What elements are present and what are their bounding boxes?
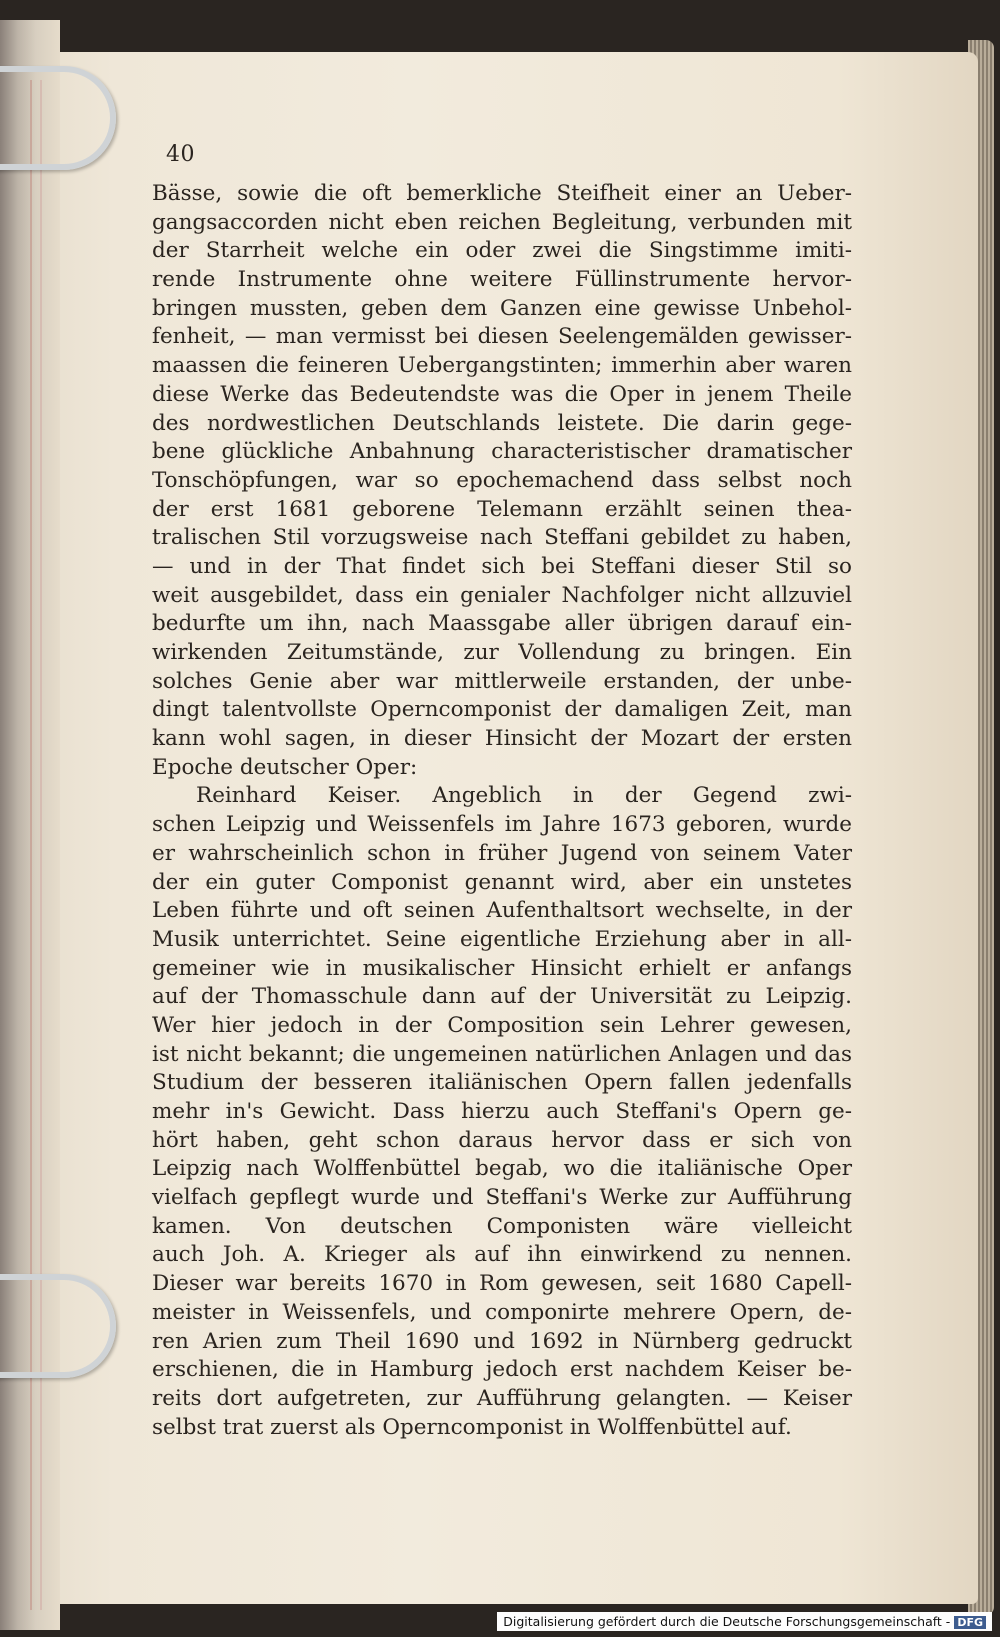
text-line: maassen die feineren Uebergangstinten; immerhin aber waren xyxy=(152,353,852,379)
text-line: Musik unterrichtet. Seine eigentliche Erziehung aber in all- xyxy=(152,926,852,952)
book-binding xyxy=(0,20,60,1630)
paper-clip-icon xyxy=(0,66,116,170)
text-line: ist nicht bekannt; die ungemeinen natürlichen Anlagen und das xyxy=(152,1041,852,1067)
text-line: Epoche deutscher Oper: xyxy=(152,754,418,780)
text-line: erschienen, die in Hamburg jedoch erst nachdem Keiser be- xyxy=(152,1357,852,1383)
text-line: weit ausgebildet, dass ein genialer Nachfolger nicht allzuviel xyxy=(152,582,852,608)
margin-rule xyxy=(40,80,42,1610)
text-line: schen Leipzig und Weissenfels im Jahre 1673 geboren, wurde xyxy=(152,812,852,838)
text-line: vielfach gepflegt wurde und Steffani's Werke zur Aufführung xyxy=(152,1185,852,1211)
text-line: kamen. Von deutschen Componisten wäre vielleicht xyxy=(152,1213,852,1239)
text-line: Dieser war bereits 1670 in Rom gewesen, seit 1680 Capell- xyxy=(152,1271,852,1297)
text-line: diese Werke das Bedeutendste was die Oper in jenem Theile xyxy=(152,381,852,407)
text-line: reits dort aufgetreten, zur Aufführung gelangten. — Keiser xyxy=(152,1385,852,1411)
text-line: auch Joh. A. Krieger als auf ihn einwirkend zu nennen. xyxy=(152,1242,852,1268)
text-line: ren Arien zum Theil 1690 und 1692 in Nürnberg gedruckt xyxy=(152,1328,852,1354)
text-line: hört haben, geht schon daraus hervor dass er sich von xyxy=(152,1127,852,1153)
text-line: Tonschöpfungen, war so epochemachend dass selbst noch xyxy=(152,467,852,493)
text-line: solches Genie aber war mittlerweile erstanden, der unbe- xyxy=(152,668,852,694)
text-line: der erst 1681 geborene Telemann erzählt seinen thea- xyxy=(152,496,852,522)
text-line: der Starrheit welche ein oder zwei die Singstimme imiti- xyxy=(152,238,852,264)
page-number: 40 xyxy=(166,142,195,167)
text-line: gangsaccorden nicht eben reichen Begleitung, verbunden mit xyxy=(152,209,852,235)
text-line: er wahrscheinlich schon in früher Jugend von seinem Vater xyxy=(152,840,852,866)
text-line: bene glückliche Anbahnung characteristischer dramatischer xyxy=(152,439,852,465)
text-line: rende Instrumente ohne weitere Füllinstrumente hervor- xyxy=(152,267,852,293)
text-line: Bässe, sowie die oft bemerkliche Steifheit einer an Ueber- xyxy=(152,181,852,206)
text-line: Wer hier jedoch in der Composition sein Lehrer gewesen, xyxy=(152,1012,852,1038)
text-line: meister in Weissenfels, und componirte mehrere Opern, de- xyxy=(152,1299,852,1325)
text-line: Studium der besseren italiänischen Opern fallen jedenfalls xyxy=(152,1070,852,1096)
dfg-logo-icon: DFG xyxy=(954,1616,986,1629)
text-line: tralischen Stil vorzugsweise nach Steffani gebildet zu haben, xyxy=(152,525,852,551)
text-line: Leipzig nach Wolffenbüttel begab, wo die italiänische Oper xyxy=(152,1156,852,1182)
credit-text: Digitalisierung gefördert durch die Deutsche Forschungsgemeinschaft - xyxy=(503,1614,951,1629)
digitization-credit xyxy=(497,1612,992,1631)
text-line: — und in der That findet sich bei Steffani dieser Stil so xyxy=(152,553,852,579)
text-line: des nordwestlichen Deutschlands leistete. Die darin gege- xyxy=(152,410,852,436)
text-line: gemeiner wie in musikalischer Hinsicht erhielt er anfangs xyxy=(152,955,852,981)
text-line: dingt talentvollste Operncomponist der damaligen Zeit, man xyxy=(152,697,852,723)
margin-rule xyxy=(30,80,32,1610)
text-line: bringen mussten, geben dem Ganzen eine gewisse Unbehol- xyxy=(152,295,852,321)
text-line: kann wohl sagen, in dieser Hinsicht der Mozart der ersten xyxy=(152,726,852,752)
text-line: bedurfte um ihn, nach Maassgabe aller übrigen darauf ein- xyxy=(152,611,852,637)
paragraph-start-line: Reinhard Keiser. Angeblich in der Gegend zwi- xyxy=(196,783,852,809)
text-line: mehr in's Gewicht. Dass hierzu auch Steffani's Opern ge- xyxy=(152,1099,852,1124)
text-line: wirkenden Zeitumstände, zur Vollendung zu bringen. Ein xyxy=(152,640,852,665)
body-text xyxy=(152,180,852,1442)
text-line: der ein guter Componist genannt wird, aber ein unstetes xyxy=(152,869,852,895)
paper-clip-icon xyxy=(0,1274,116,1378)
text-line: selbst trat zuerst als Operncomponist in Wolffenbüttel auf. xyxy=(152,1414,792,1440)
text-line: auf der Thomasschule dann auf der Universität zu Leipzig. xyxy=(152,984,852,1010)
text-line: fenheit, — man vermisst bei diesen Seelengemälden gewisser- xyxy=(152,324,852,350)
text-line: Leben führte und oft seinen Aufenthaltsort wechselte, in der xyxy=(152,898,852,924)
